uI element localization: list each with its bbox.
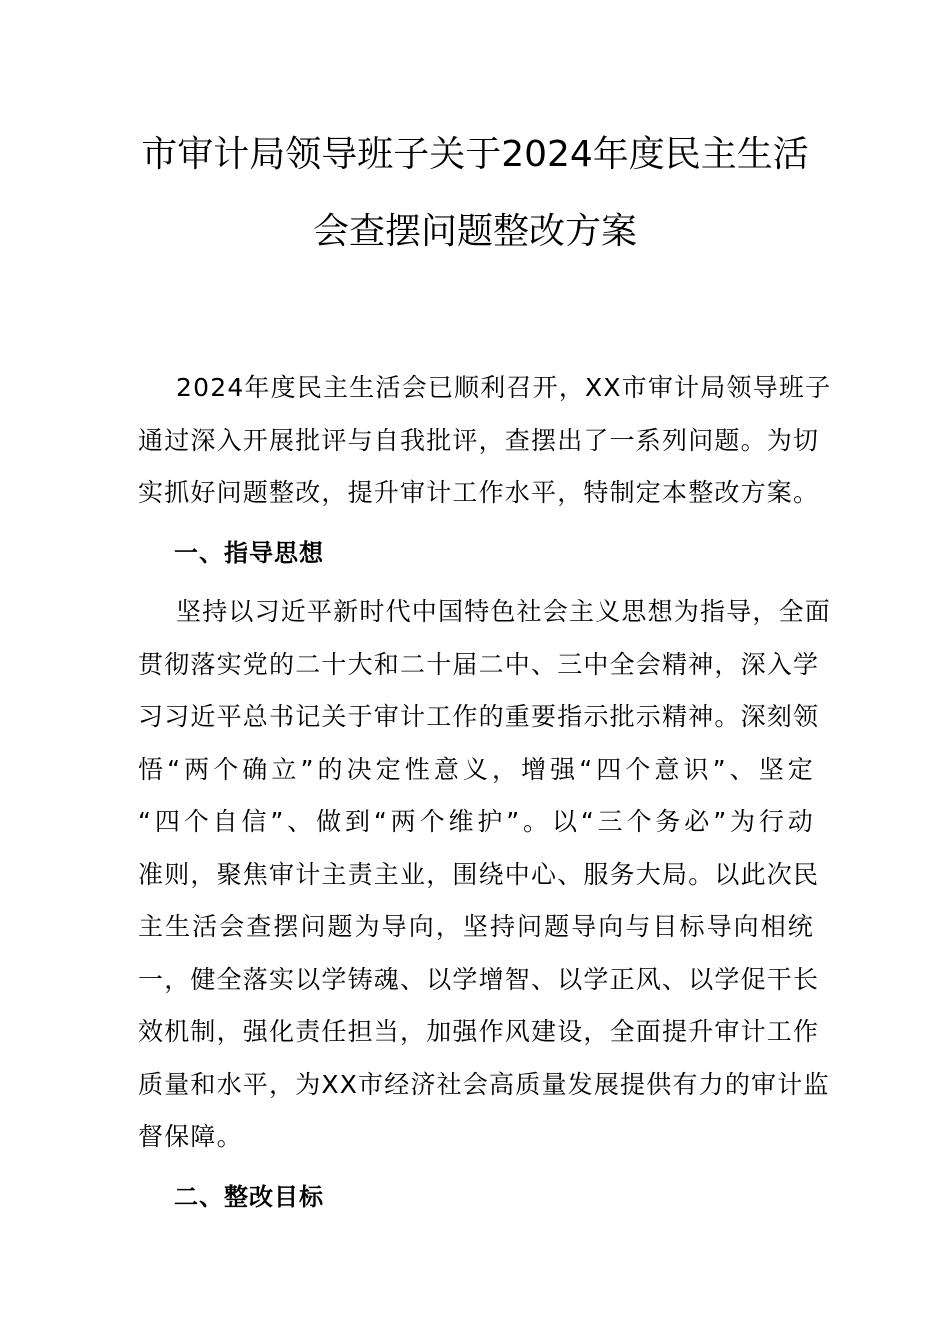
section-1-line-3: 习习近平总书记关于审计工作的重要指示批示精神。深刻领 [138, 702, 820, 731]
document-title-line-2: 会查摆问题整改方案 [312, 211, 637, 252]
section-1-line-7: 主生活会查摆问题为导向，坚持问题导向与目标导向相统 [138, 912, 814, 941]
section-heading-guiding-ideology: 一、指导思想 [174, 538, 324, 567]
section-heading-rectification-goals: 二、整改目标 [174, 1182, 324, 1211]
intro-line-1: 2024年度民主生活会已顺利召开，XX市审计局领导班子 [176, 373, 832, 402]
section-1-line-4: 悟“两个确立”的决定性意义，增强“四个意识”、坚定 [138, 754, 814, 784]
guiding-ideology-paragraph [138, 586, 832, 1164]
section-1-line-1: 坚持以习近平新时代中国特色社会主义思想为指导，全面 [176, 597, 832, 626]
document-title-line-1: 市审计局领导班子关于2024年度民主生活 [141, 134, 809, 175]
section-1-line-8: 一，健全落实以学铸魂、以学增智、以学正风、以学促干长 [138, 964, 820, 994]
section-1-line-11: 督保障。 [138, 1122, 243, 1151]
intro-paragraph [138, 362, 832, 520]
section-1-line-2: 贯彻落实党的二十大和二十届二中、三中全会精神，深入学 [138, 649, 820, 679]
intro-line-3: 实抓好问题整改，提升审计工作水平，特制定本整改方案。 [138, 478, 820, 507]
section-1-line-10: 质量和水平，为XX市经济社会高质量发展提供有力的审计监 [138, 1069, 830, 1099]
document-body [138, 362, 832, 1230]
section-1-line-5: “四个自信”、做到“两个维护”。以“三个务必”为行动 [138, 807, 814, 836]
section-1-line-9: 效机制，强化责任担当，加强作风建设，全面提升审计工作 [138, 1017, 820, 1046]
intro-line-2: 通过深入开展批评与自我批评，查摆出了一系列问题。为切 [138, 425, 820, 455]
section-1-line-6: 准则，聚焦审计主责主业，围绕中心、服务大局。以此次民 [138, 859, 820, 889]
